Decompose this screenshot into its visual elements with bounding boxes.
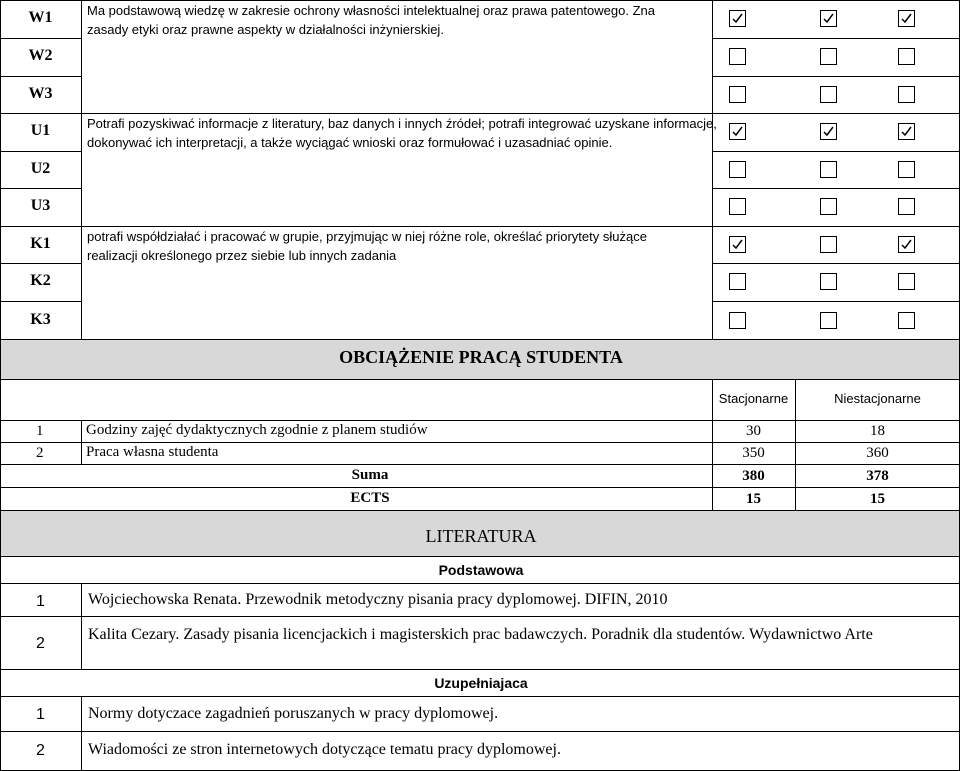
unchecked-checkbox[interactable] xyxy=(898,161,915,178)
outcome-description: potrafi współdziałać i pracować w grupie, przyjmując w niej różne role, określać priorytety służące realizacji określonego przez siebie lub innych zadania xyxy=(87,229,647,263)
workload-stationary-value: 350 xyxy=(742,445,765,461)
literature-text: Normy dotyczace zagadnień poruszanych w pracy dyplomowej. xyxy=(88,705,499,722)
check-icon xyxy=(822,12,835,25)
sum-label: Suma xyxy=(351,467,389,483)
literature-text: Kalita Cezary. Zasady pisania licencjackich i magisterskich prac badawczych. Poradnik dla studentów. Wydawnictwo Arte xyxy=(88,626,873,643)
check-icon xyxy=(731,125,744,138)
unchecked-checkbox[interactable] xyxy=(820,161,837,178)
unchecked-checkbox[interactable] xyxy=(820,198,837,215)
unchecked-checkbox[interactable] xyxy=(729,312,746,329)
column-stationary: Stacjonarne xyxy=(718,391,789,406)
unchecked-checkbox[interactable] xyxy=(729,198,746,215)
sum-stationary: 380 xyxy=(742,468,765,484)
ects-nonstationary: 15 xyxy=(870,491,885,507)
literature-text: Wiadomości ze stron internetowych dotyczące tematu pracy dyplomowej. xyxy=(88,741,561,758)
workload-stationary-value: 30 xyxy=(746,423,761,439)
workload-row-label: Praca własna studenta xyxy=(86,444,219,460)
outcome-code: U2 xyxy=(30,159,51,177)
unchecked-checkbox[interactable] xyxy=(820,236,837,253)
supplementary-literature-title: Uzupełniajaca xyxy=(434,675,528,691)
unchecked-checkbox[interactable] xyxy=(729,273,746,290)
checked-checkbox[interactable] xyxy=(729,123,746,140)
literature-number: 1 xyxy=(36,706,45,723)
unchecked-checkbox[interactable] xyxy=(729,48,746,65)
unchecked-checkbox[interactable] xyxy=(820,312,837,329)
literature-number: 2 xyxy=(36,635,45,652)
basic-literature-title: Podstawowa xyxy=(438,562,524,578)
checked-checkbox[interactable] xyxy=(729,10,746,27)
workload-row-number: 2 xyxy=(36,445,44,461)
checked-checkbox[interactable] xyxy=(729,236,746,253)
check-icon xyxy=(900,238,913,251)
unchecked-checkbox[interactable] xyxy=(898,312,915,329)
unchecked-checkbox[interactable] xyxy=(729,161,746,178)
checked-checkbox[interactable] xyxy=(820,123,837,140)
check-icon xyxy=(900,125,913,138)
outcome-description: Ma podstawową wiedzę w zakresie ochrony własności intelektualnej oraz prawa patentowego. Zna zasady etyki oraz prawne aspekty w działalności inżynierskiej. xyxy=(87,3,655,37)
unchecked-checkbox[interactable] xyxy=(820,48,837,65)
check-icon xyxy=(731,238,744,251)
workload-nonstationary-value: 360 xyxy=(866,445,889,461)
unchecked-checkbox[interactable] xyxy=(820,273,837,290)
literature-title: LITERATURA xyxy=(425,526,537,546)
outcome-code: W3 xyxy=(28,84,53,102)
outcome-code: U1 xyxy=(30,122,51,139)
unchecked-checkbox[interactable] xyxy=(820,86,837,103)
workload-title: OBCIĄŻENIE PRACĄ STUDENTA xyxy=(339,347,623,367)
check-icon xyxy=(822,125,835,138)
literature-number: 2 xyxy=(36,742,45,759)
literature-number: 1 xyxy=(36,593,45,610)
literature-header xyxy=(0,510,960,557)
outcome-code: K2 xyxy=(30,272,51,289)
supplementary-literature-header xyxy=(0,669,960,697)
workload-header xyxy=(0,339,960,380)
sum-nonstationary: 378 xyxy=(866,468,889,484)
basic-literature-header xyxy=(0,556,960,584)
checked-checkbox[interactable] xyxy=(898,123,915,140)
outcomes-table-border xyxy=(0,0,960,340)
outcome-code: K3 xyxy=(30,310,51,328)
column-nonstationary: Niestacjonarne xyxy=(834,391,921,406)
checked-checkbox[interactable] xyxy=(898,236,915,253)
unchecked-checkbox[interactable] xyxy=(729,86,746,103)
outcome-code: W2 xyxy=(28,47,53,64)
check-icon xyxy=(731,12,744,25)
unchecked-checkbox[interactable] xyxy=(898,48,915,65)
unchecked-checkbox[interactable] xyxy=(898,273,915,290)
checked-checkbox[interactable] xyxy=(898,10,915,27)
outcome-description: Potrafi pozyskiwać informacje z literatury, baz danych i innych źródeł; potrafi integrować uzyskane informacje, dokonywać ich interpretacji, a także wyciągać wnioski oraz formułować i uzasadniać opinie. xyxy=(87,116,717,150)
unchecked-checkbox[interactable] xyxy=(898,86,915,103)
workload-nonstationary-value: 18 xyxy=(870,423,885,439)
workload-row-number: 1 xyxy=(36,423,44,439)
check-icon xyxy=(900,12,913,25)
ects-label: ECTS xyxy=(350,490,390,506)
ects-stationary: 15 xyxy=(746,491,761,507)
literature-text: Wojciechowska Renata. Przewodnik metodyczny pisania pracy dyplomowej. DIFIN, 2010 xyxy=(88,591,668,608)
unchecked-checkbox[interactable] xyxy=(898,198,915,215)
outcome-code: W1 xyxy=(28,9,53,26)
outcome-code: U3 xyxy=(30,197,51,214)
workload-row-label: Godziny zajęć dydaktycznych zgodnie z planem studiów xyxy=(86,422,428,438)
outcome-code: K1 xyxy=(30,234,51,252)
checked-checkbox[interactable] xyxy=(820,10,837,27)
